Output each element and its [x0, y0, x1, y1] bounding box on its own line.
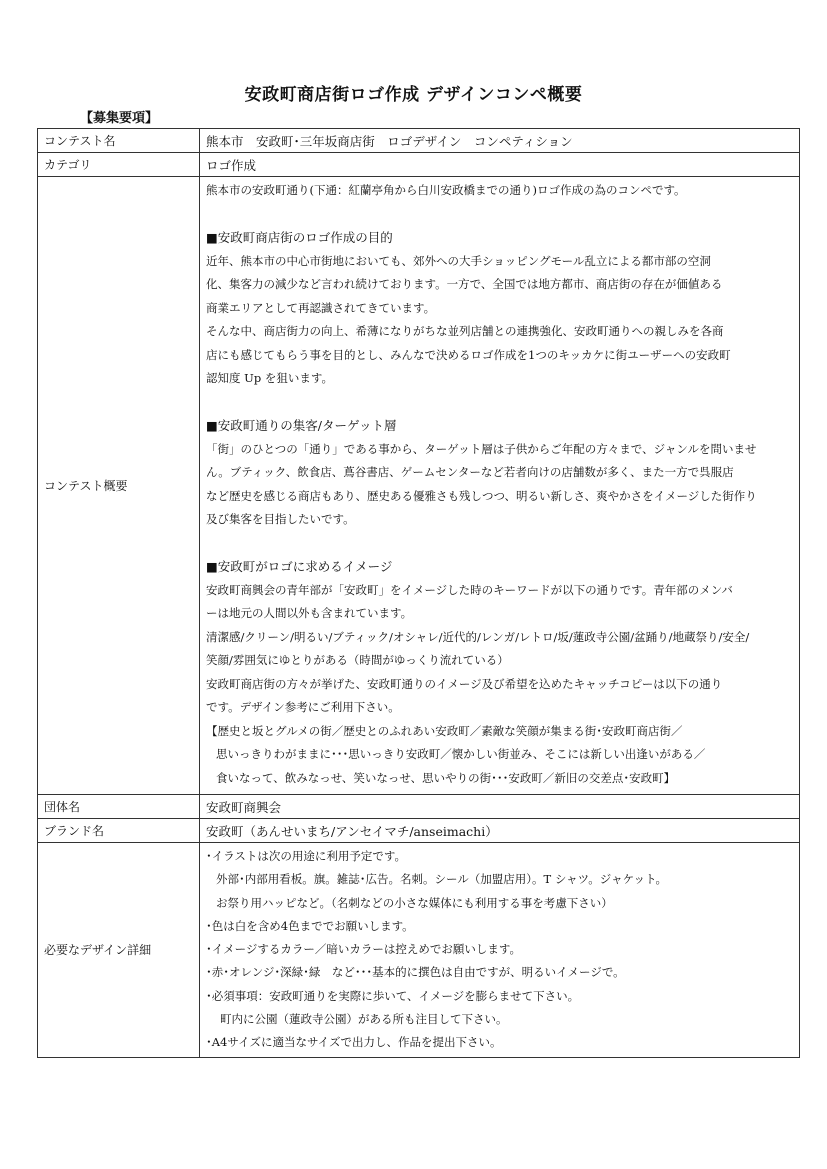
design-detail-line: お祭り用ハッピなど。（名刺などの小さな媒体にも利用する事を考慮下さい） — [216, 895, 613, 910]
row-brand — [38, 819, 800, 843]
purpose-line: 近年、熊本市の中心市街地においても、郊外への大手ショッピングモール乱立による都市部の空洞 — [206, 253, 711, 268]
target-heading: ■安政町通りの集客/ターゲット層 — [206, 418, 397, 433]
image-line: 安政町商興会の青年部が「安政町」をイメージした時のキーワードが以下の通りです。青年部のメンバ — [206, 582, 733, 597]
catchcopy-line: 食いなって、飲みなっせ、笑いなっせ、思いやりの街･･･安政町／新旧の交差点･安政町】 — [216, 770, 676, 785]
category-value: ロゴ作成 — [200, 153, 800, 177]
overview-intro: 熊本市の安政町通り(下通：紅蘭亭角から白川安政橋までの通り)ロゴ作成の為のコンペです。 — [206, 183, 686, 197]
overview-value — [200, 177, 800, 795]
image-line: ーは地元の人間以外も含まれています。 — [206, 606, 413, 620]
purpose-line: 化、集客力の減少など言われ続けております。一方で、全国では地方都市、商店街の存在が価値ある — [206, 277, 723, 291]
catchcopy-line: 【歴史と坂とグルメの街／歴史とのふれあい安政町／素敵な笑顔が集まる街･安政町商店街／ — [206, 723, 683, 738]
row-design-details — [38, 843, 800, 1058]
target-line: ん。ブティック、飲食店、蔦谷書店、ゲームセンターなど若者向けの店舗数が多く、また一方で呉服店 — [206, 465, 734, 479]
purpose-line: そんな中、商店街力の向上、希薄になりがちな並列店舗との連携強化、安政町通りへの親しみを各商 — [206, 324, 724, 338]
row-organization — [38, 795, 800, 819]
design-detail-line: ･A4サイズに適当なサイズで出力し、作品を提出下さい。 — [206, 1035, 502, 1050]
contest-name-label: コンテスト名 — [38, 129, 200, 153]
design-detail-line: ･イメージするカラー／暗いカラーは控えめでお願いします。 — [206, 942, 521, 957]
design-details-label: 必要なデザイン詳細 — [38, 843, 200, 1058]
purpose-line: 店にも感じてもらう事を目的とし、みんなで決めるロゴ作成を1つのキッカケに街ユーザーへの安政町 — [206, 347, 731, 362]
image-line: です。デザイン参考にご利用下さい。 — [206, 700, 400, 714]
row-overview — [38, 177, 800, 795]
organization-label: 団体名 — [38, 795, 200, 819]
design-detail-line: 外部･内部用看板。旗。雑誌･広告。名刺。シール（加盟店用）。T シャツ。ジャケット。 — [216, 872, 667, 887]
row-contest-name — [38, 129, 800, 153]
section-label: 【募集要項】 — [80, 111, 159, 126]
image-heading: ■安政町がロゴに求めるイメージ — [206, 559, 393, 574]
design-details-value — [200, 843, 800, 1058]
design-detail-line: ･赤･オレンジ･深緑･緑 など･･･基本的に撰色は自由ですが、明るいイメージで。 — [206, 965, 625, 980]
design-detail-line: 町内に公園（蓮政寺公園）がある所も注目して下さい。 — [220, 1012, 508, 1027]
image-line: 清潔感/クリーン/明るい/ブティック/オシャレ/近代的/レンガ/レトロ/坂/蓮政寺公園/盆踊り/地蔵祭り/安全/ — [206, 629, 750, 644]
organization-value: 安政町商興会 — [200, 795, 800, 819]
target-line: など歴史を感じる商店もあり、歴史ある優雅さも残しつつ、明るい新しさ、爽やかさをイメージした街作り — [206, 488, 757, 503]
target-line: 「街」のひとつの「通り」である事から、ターゲット層は子供からご年配の方々まで、ジャンルを問いませ — [206, 441, 757, 456]
page-title: 安政町商店街ロゴ作成 デザインコンペ概要 — [244, 85, 583, 105]
design-detail-line: ･必須事項：安政町通りを実際に歩いて、イメージを膨らませて下さい。 — [206, 988, 580, 1003]
purpose-line: 商業エリアとして再認識されてきています。 — [206, 300, 436, 315]
image-line: 笑顔/雰囲気にゆとりがある（時間がゆっくり流れている） — [206, 653, 509, 667]
brand-value: 安政町（あんせいまち/アンセイマチ/anseimachi） — [200, 819, 800, 843]
design-detail-line: ･イラストは次の用途に利用予定です。 — [206, 849, 406, 863]
brand-label: ブランド名 — [38, 819, 200, 843]
overview-label: コンテスト概要 — [38, 177, 200, 795]
purpose-line: 認知度 Up を狙います。 — [206, 371, 333, 385]
design-detail-line: ･色は白を含め4色まででお願いします。 — [206, 918, 414, 933]
catchcopy-line: 思いっきりわがままに･･･思いっきり安政町／懐かしい街並み、そこには新しい出逢いがある／ — [216, 747, 706, 761]
category-label: カテゴリ — [38, 153, 200, 177]
row-category — [38, 153, 800, 177]
spec-table — [37, 128, 800, 1058]
image-line: 安政町商店街の方々が挙げた、安政町通りのイメージ及び希望を込めたキャッチコピーは以下の通り — [206, 676, 723, 691]
target-line: 及び集客を目指したいです。 — [206, 512, 355, 526]
purpose-heading: ■安政町商店街のロゴ作成の目的 — [206, 230, 393, 245]
contest-name-value: 熊本市 安政町･三年坂商店街 ロゴデザイン コンペティション — [200, 129, 800, 153]
